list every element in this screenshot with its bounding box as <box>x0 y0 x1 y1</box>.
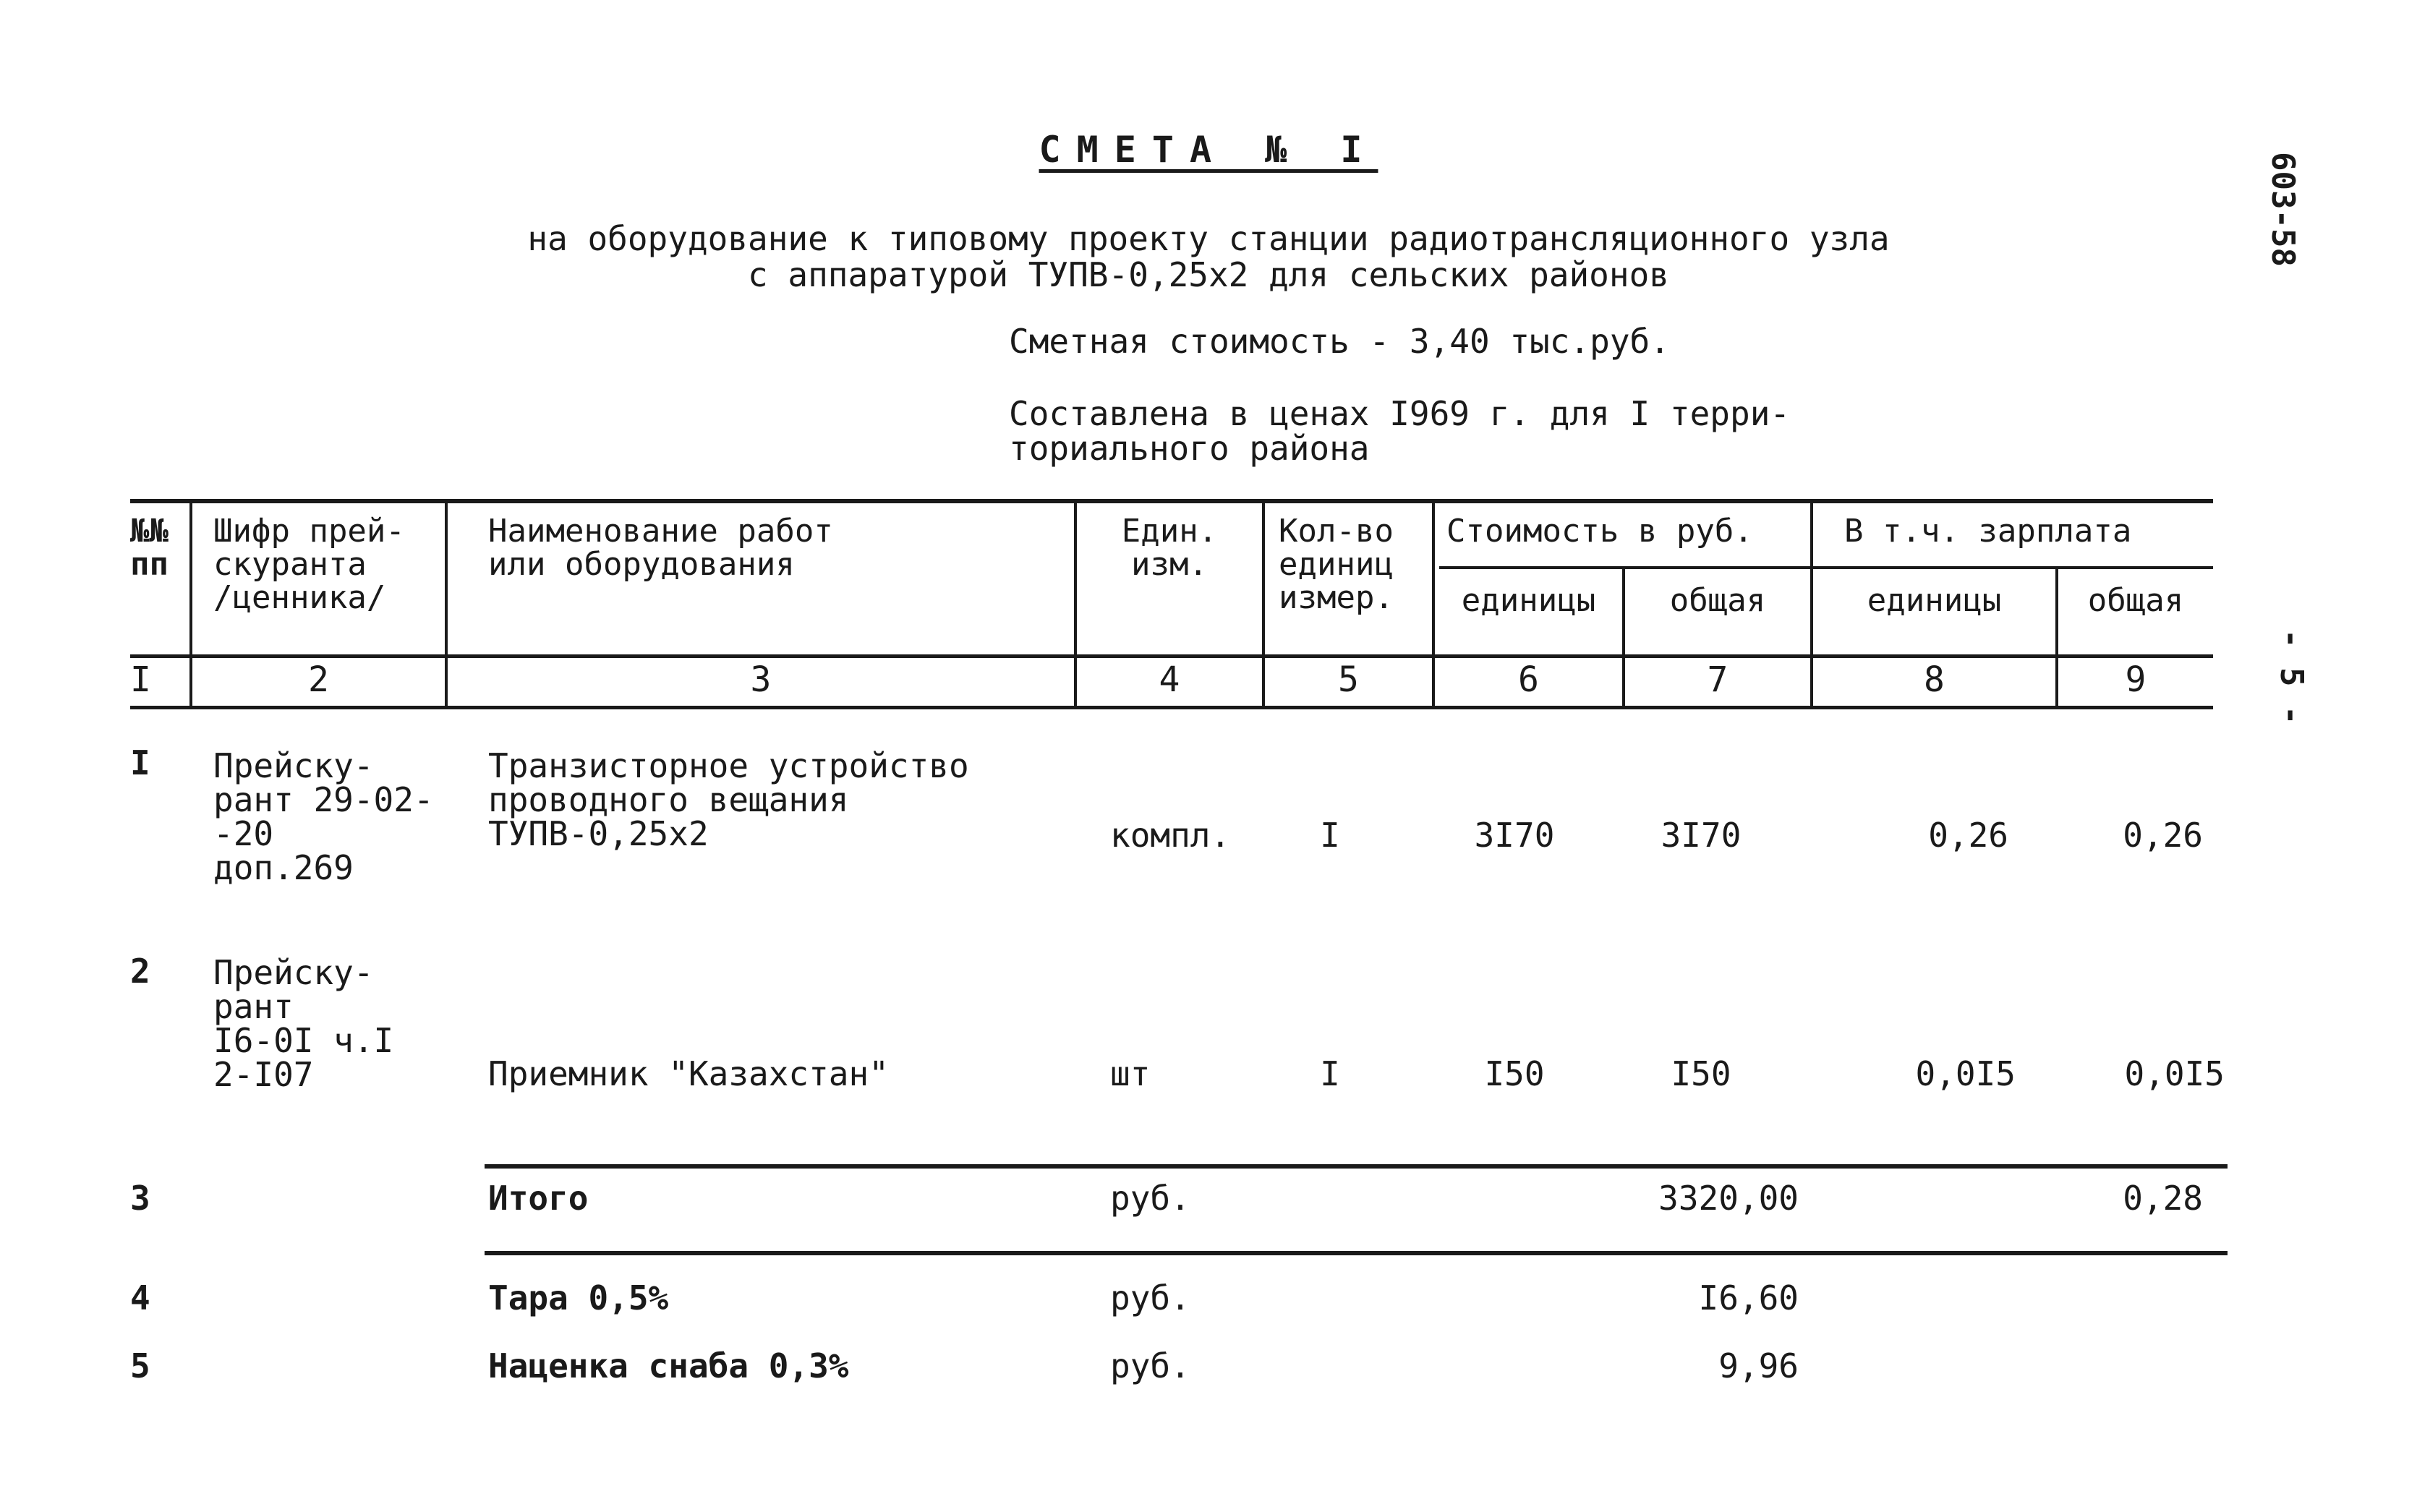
prices-line-1: Составлена в ценах I969 г. для I терри- <box>1009 394 1791 433</box>
subtitle-line-1: на оборудование к типовому проекту станции радиотрансляционного узла <box>527 219 1890 258</box>
row-wage-unit: 0,0I5 <box>1915 1054 2016 1093</box>
markup-label: Наценка снаба 0,3% <box>488 1346 849 1385</box>
table-top-rule <box>130 499 2213 503</box>
row-number: 2 <box>130 952 150 991</box>
header-col-9: общая <box>2087 582 2184 619</box>
total-bottom-rule <box>485 1251 2228 1255</box>
document-subtitle <box>0 221 2417 293</box>
total-wage: 0,28 <box>2123 1179 2203 1218</box>
row-item-name: Транзисторное устройство проводного вещания ТУПВ-0,25х2 <box>488 746 969 853</box>
row-unit: шт <box>1110 1054 1151 1093</box>
document-title: СМЕТА № I <box>1039 129 1378 171</box>
colnum-6: 6 <box>1518 659 1539 700</box>
header-col-2: Шифр прей- скуранта /ценника/ <box>213 513 405 616</box>
estimate-cost: Сметная стоимость - 3,40 тыс.руб. <box>1009 322 1670 361</box>
markup-unit: руб. <box>1110 1346 1190 1385</box>
group-header-rule <box>1439 566 2213 569</box>
prices-basis <box>1009 396 1790 466</box>
packaging-unit: руб. <box>1110 1278 1190 1317</box>
row-wage-total: 0,0I5 <box>2124 1054 2225 1093</box>
row-cost-unit: 3I70 <box>1474 816 1555 855</box>
colnum-3: 3 <box>750 659 772 700</box>
row-number: I <box>130 743 150 782</box>
colnum-9: 9 <box>2125 659 2147 700</box>
total-top-rule <box>485 1164 2228 1169</box>
colnum-4: 4 <box>1159 659 1180 700</box>
markup-cost: 9,96 <box>1718 1346 1799 1385</box>
total-label: Итого <box>488 1179 589 1218</box>
row-number: 4 <box>130 1278 150 1317</box>
header-cost-group: Стоимость в руб. <box>1446 513 1753 550</box>
colnum-5: 5 <box>1338 659 1359 700</box>
row-wage-total: 0,26 <box>2123 816 2203 855</box>
packaging-label: Тара 0,5% <box>488 1278 669 1317</box>
header-col-7: общая <box>1669 582 1766 619</box>
colnum-1: I <box>130 659 151 700</box>
row-item-name: Приемник "Казахстан" <box>488 1054 889 1093</box>
row-number: 3 <box>130 1179 150 1218</box>
row-cost-total: I50 <box>1671 1054 1731 1093</box>
row-number: 5 <box>130 1346 150 1385</box>
packaging-cost: I6,60 <box>1698 1278 1799 1317</box>
header-col-1: №№ пп <box>130 513 169 583</box>
document-code: 603-58 <box>2264 152 2301 267</box>
header-col-6: единицы <box>1461 582 1596 619</box>
header-col-3: Наименование работ или оборудования <box>488 513 833 583</box>
header-col-5: Кол-во единиц измер. <box>1279 513 1394 616</box>
subtitle-line-2: с аппаратурой ТУПВ-0,25х2 для сельских районов <box>748 255 1669 294</box>
row-wage-unit: 0,26 <box>1928 816 2008 855</box>
colnum-2: 2 <box>308 659 329 700</box>
row-quantity: I <box>1320 1054 1340 1093</box>
numbers-bottom-rule <box>130 706 2213 709</box>
header-bottom-rule <box>130 654 2213 658</box>
header-wage-group: В т.ч. зарплата <box>1844 513 2132 550</box>
header-col-4: Един. изм. <box>1121 513 1218 583</box>
row-quantity: I <box>1320 816 1340 855</box>
colnum-8: 8 <box>1924 659 1945 700</box>
colnum-7: 7 <box>1707 659 1728 700</box>
total-cost: 3320,00 <box>1658 1179 1799 1218</box>
header-col-8: единицы <box>1867 582 2002 619</box>
page-number: - 5 - <box>2273 629 2310 725</box>
row-cost-total: 3I70 <box>1661 816 1742 855</box>
row-price-code: Прейску- рант I6-0I ч.I 2-I07 <box>213 953 394 1094</box>
total-unit: руб. <box>1110 1179 1190 1218</box>
prices-line-2: ториального района <box>1009 429 1370 468</box>
row-price-code: Прейску- рант 29-02- -20 доп.269 <box>213 746 434 887</box>
row-unit: компл. <box>1110 816 1231 855</box>
row-cost-unit: I50 <box>1484 1054 1545 1093</box>
